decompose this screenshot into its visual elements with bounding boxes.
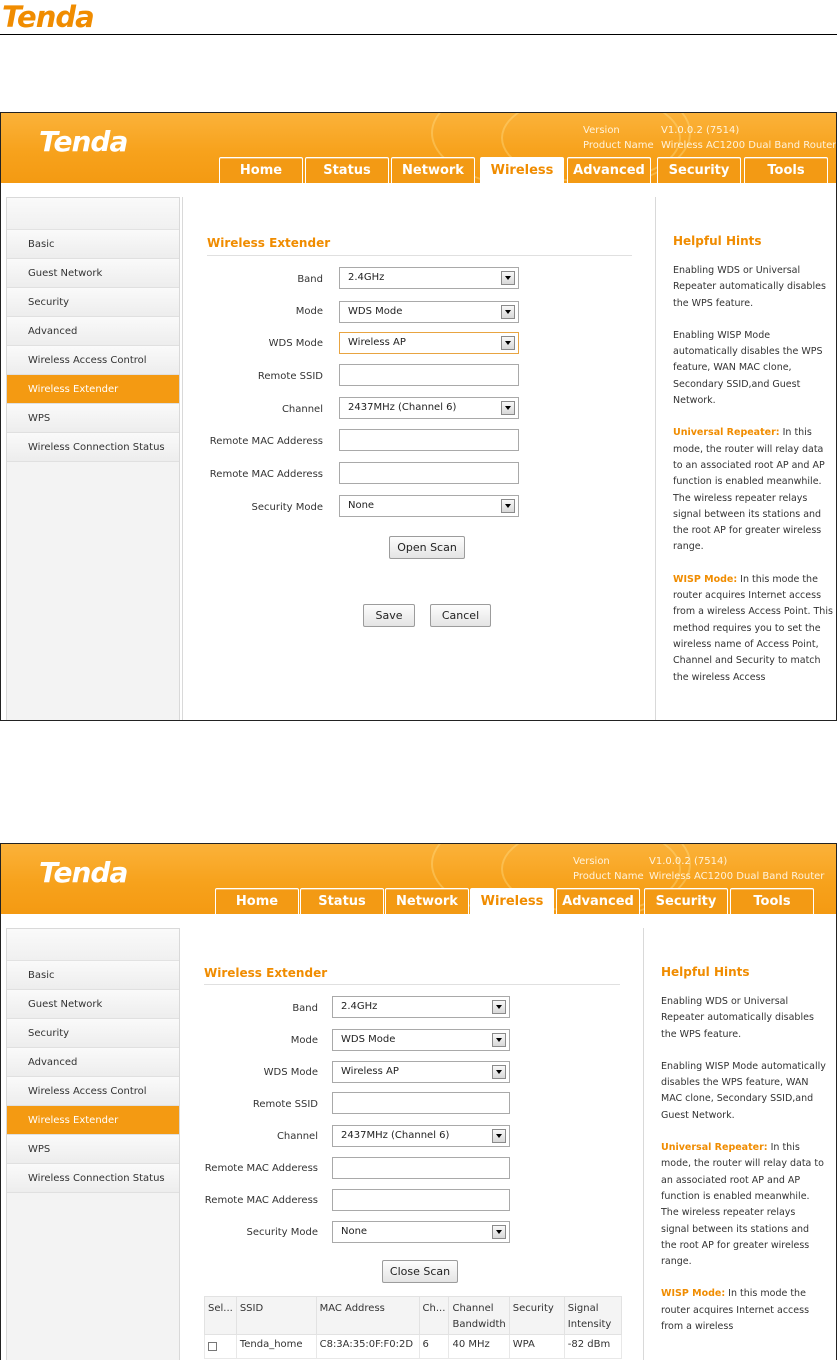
- product-name-value: Wireless AC1200 Dual Band Router: [649, 871, 825, 882]
- version-label: Version: [583, 125, 620, 136]
- remote-ssid-input[interactable]: [339, 364, 519, 386]
- router-banner: [1, 844, 836, 914]
- tab-tools[interactable]: Tools: [744, 157, 828, 183]
- hint-paragraph: Enabling WDS or Universal Repeater automatically disables the WPS feature.: [661, 996, 814, 1040]
- product-name-label: Product Name: [573, 871, 644, 882]
- tab-network[interactable]: Network: [385, 888, 469, 914]
- remote-mac-input-2[interactable]: [339, 462, 519, 484]
- hint-emphasis: Universal Repeater:: [673, 427, 780, 439]
- mode-select[interactable]: WDS Mode: [339, 301, 519, 323]
- tenda-logo: Tenda: [2, 0, 94, 34]
- chevron-down-icon: [492, 1000, 506, 1014]
- hint-paragraph: Universal Repeater: In this mode, the router will relay data to an associated root AP and AP function is enabled meanwhile. The wireless repeater relays signal between its stations and the root AP for greater wireless range.: [661, 1142, 824, 1268]
- chevron-down-icon: [492, 1225, 506, 1239]
- column-header: Signal Intensity: [564, 1297, 621, 1335]
- sidebar-item-security[interactable]: Security: [7, 288, 179, 317]
- band-label: Band: [297, 274, 323, 285]
- tab-network[interactable]: Network: [391, 157, 475, 183]
- channel-label: Channel: [281, 404, 323, 415]
- sidebar-item-guest-network[interactable]: Guest Network: [7, 259, 179, 288]
- tab-advanced[interactable]: Advanced: [556, 888, 640, 914]
- chevron-down-icon: [501, 336, 515, 350]
- sidebar-item-basic[interactable]: Basic: [7, 230, 179, 259]
- channel-select[interactable]: 2437MHz (Channel 6): [332, 1125, 510, 1147]
- select-checkbox[interactable]: [208, 1342, 217, 1351]
- screenshot-open-scan: [0, 112, 837, 721]
- helpful-hints: [673, 234, 833, 702]
- tab-status[interactable]: Status: [300, 888, 384, 914]
- hint-paragraph: Universal Repeater: In this mode, the router will relay data to an associated root AP and AP function is enabled meanwhile. The wireless repeater relays signal between its stations and the root AP for greater wireless range.: [673, 427, 825, 553]
- security-mode-select[interactable]: None: [339, 495, 519, 517]
- tab-advanced[interactable]: Advanced: [567, 157, 651, 183]
- remote-mac-input[interactable]: [332, 1157, 510, 1179]
- wds-mode-label: WDS Mode: [263, 1067, 318, 1078]
- product-name-value: Wireless AC1200 Dual Band Router: [661, 140, 836, 151]
- main-tabs: [1, 157, 836, 183]
- hint-emphasis: WISP Mode:: [661, 1288, 726, 1300]
- channel-select[interactable]: 2437MHz (Channel 6): [339, 397, 519, 419]
- hint-paragraph: WISP Mode: In this mode the router acquires Internet access from a wireless: [661, 1288, 810, 1333]
- tab-wireless[interactable]: Wireless: [480, 157, 564, 183]
- version-label: Version: [573, 856, 610, 867]
- table-row[interactable]: [205, 1335, 622, 1359]
- router-logo: Tenda: [39, 125, 128, 158]
- table-header-row: [205, 1297, 622, 1335]
- band-label: Band: [292, 1003, 318, 1014]
- chevron-down-icon: [492, 1129, 506, 1143]
- sidebar: [6, 928, 180, 1360]
- tab-wireless[interactable]: Wireless: [470, 888, 554, 914]
- security-mode-label: Security Mode: [251, 502, 323, 513]
- column-header: Sel...: [205, 1297, 237, 1335]
- remote-ssid-label: Remote SSID: [257, 371, 323, 382]
- remote-mac-input[interactable]: [339, 429, 519, 451]
- sidebar-item-basic[interactable]: Basic: [7, 961, 179, 990]
- mac-cell: C8:3A:35:0F:F0:2D: [316, 1335, 419, 1359]
- hints-title: Helpful Hints: [661, 965, 750, 979]
- column-header: Security: [509, 1297, 564, 1335]
- sidebar-item-wireless-access-control[interactable]: Wireless Access Control: [7, 346, 179, 375]
- chevron-down-icon: [492, 1065, 506, 1079]
- wds-mode-label: WDS Mode: [268, 338, 323, 349]
- tab-tools[interactable]: Tools: [730, 888, 814, 914]
- document-header: [0, 0, 837, 36]
- close-scan-button[interactable]: Close Scan: [382, 1260, 458, 1283]
- chevron-down-icon: [501, 305, 515, 319]
- main-panel: [179, 928, 644, 1360]
- tab-status[interactable]: Status: [305, 157, 389, 183]
- remote-ssid-label: Remote SSID: [252, 1099, 318, 1110]
- sidebar-item-wireless-access-control[interactable]: Wireless Access Control: [7, 1077, 179, 1106]
- chevron-down-icon: [492, 1033, 506, 1047]
- hint-paragraph: Enabling WDS or Universal Repeater automatically disables the WPS feature.: [673, 265, 826, 309]
- save-button[interactable]: Save: [363, 604, 415, 627]
- mode-label: Mode: [295, 306, 323, 317]
- screenshot-close-scan: [0, 843, 837, 1360]
- wds-mode-select[interactable]: Wireless AP: [332, 1061, 510, 1083]
- sidebar-item-wps[interactable]: WPS: [7, 1135, 179, 1164]
- sidebar-item-wireless-extender[interactable]: Wireless Extender: [7, 375, 179, 404]
- channel-cell: 6: [419, 1335, 449, 1359]
- remote-mac-label-2: Remote MAC Adderess: [209, 469, 323, 480]
- scan-results-table: [204, 1296, 622, 1359]
- remote-mac-label: Remote MAC Adderess: [204, 1163, 318, 1174]
- router-banner: [1, 113, 836, 183]
- hints-title: Helpful Hints: [673, 234, 762, 248]
- hint-paragraph: Enabling WISP Mode automatically disables the WPS feature, WAN MAC clone, Secondary SSID,and Guest Network.: [661, 1060, 826, 1121]
- version-value: V1.0.0.2 (7514): [649, 856, 728, 867]
- security-cell: WPA: [509, 1335, 564, 1359]
- section-title: Wireless Extender: [204, 966, 328, 980]
- column-header: Ch...: [419, 1297, 449, 1335]
- band-select[interactable]: 2.4GHz: [332, 996, 510, 1018]
- main-tabs: [1, 888, 836, 914]
- router-info: [573, 854, 833, 884]
- chevron-down-icon: [501, 271, 515, 285]
- tab-home[interactable]: Home: [215, 888, 299, 914]
- ssid-cell: Tenda_home: [236, 1335, 316, 1359]
- mode-label: Mode: [290, 1035, 318, 1046]
- hint-paragraph: Enabling WISP Mode automatically disables the WPS feature, WAN MAC clone, Secondary SSID,and Guest Network.: [673, 329, 823, 407]
- tab-security[interactable]: Security: [644, 888, 728, 914]
- router-info: [583, 123, 836, 153]
- remote-mac-input-2[interactable]: [332, 1189, 510, 1211]
- sidebar-item-wps[interactable]: WPS: [7, 404, 179, 433]
- section-title: Wireless Extender: [207, 236, 331, 250]
- sidebar-item-guest-network[interactable]: Guest Network: [7, 990, 179, 1019]
- sidebar-item-advanced[interactable]: Advanced: [7, 317, 179, 346]
- sidebar-item-wireless-connection-status[interactable]: Wireless Connection Status: [7, 433, 179, 462]
- band-select[interactable]: 2.4GHz: [339, 267, 519, 289]
- hint-emphasis: WISP Mode:: [673, 573, 738, 585]
- open-scan-button[interactable]: Open Scan: [389, 536, 465, 559]
- product-name-label: Product Name: [583, 140, 654, 151]
- helpful-hints: [661, 965, 826, 1351]
- header-rule: [0, 34, 837, 35]
- main-panel: [182, 197, 656, 721]
- hint-paragraph: WISP Mode: In this mode the router acquires Internet access from a wireless Access Point. This method requires you to set the wireless name of Access Point, Channel and Security to match the wireless Access: [673, 573, 833, 683]
- hint-emphasis: Universal Repeater:: [661, 1142, 768, 1154]
- signal-cell: -82 dBm: [564, 1335, 621, 1359]
- column-header: MAC Address: [316, 1297, 419, 1335]
- chevron-down-icon: [501, 499, 515, 513]
- sidebar-item-security[interactable]: Security: [7, 1019, 179, 1048]
- remote-ssid-input[interactable]: [332, 1092, 510, 1114]
- remote-mac-label: Remote MAC Adderess: [209, 436, 323, 447]
- security-mode-label: Security Mode: [246, 1227, 318, 1238]
- channel-label: Channel: [276, 1131, 318, 1142]
- bandwidth-cell: 40 MHz: [449, 1335, 509, 1359]
- sidebar-item-wireless-connection-status[interactable]: Wireless Connection Status: [7, 1164, 179, 1193]
- column-header: SSID: [236, 1297, 316, 1335]
- version-value: V1.0.0.2 (7514): [661, 125, 740, 136]
- sidebar-item-advanced[interactable]: Advanced: [7, 1048, 179, 1077]
- column-header: Channel Bandwidth: [449, 1297, 509, 1335]
- tab-security[interactable]: Security: [657, 157, 741, 183]
- remote-mac-label-2: Remote MAC Adderess: [204, 1195, 318, 1206]
- mode-select[interactable]: WDS Mode: [332, 1029, 510, 1051]
- wds-mode-select[interactable]: Wireless AP: [339, 332, 519, 354]
- cancel-button[interactable]: Cancel: [430, 604, 491, 627]
- chevron-down-icon: [501, 401, 515, 415]
- security-mode-select[interactable]: None: [332, 1221, 510, 1243]
- tab-home[interactable]: Home: [219, 157, 303, 183]
- sidebar: [6, 197, 180, 721]
- sidebar-item-wireless-extender[interactable]: Wireless Extender: [7, 1106, 179, 1135]
- router-logo: Tenda: [39, 856, 128, 889]
